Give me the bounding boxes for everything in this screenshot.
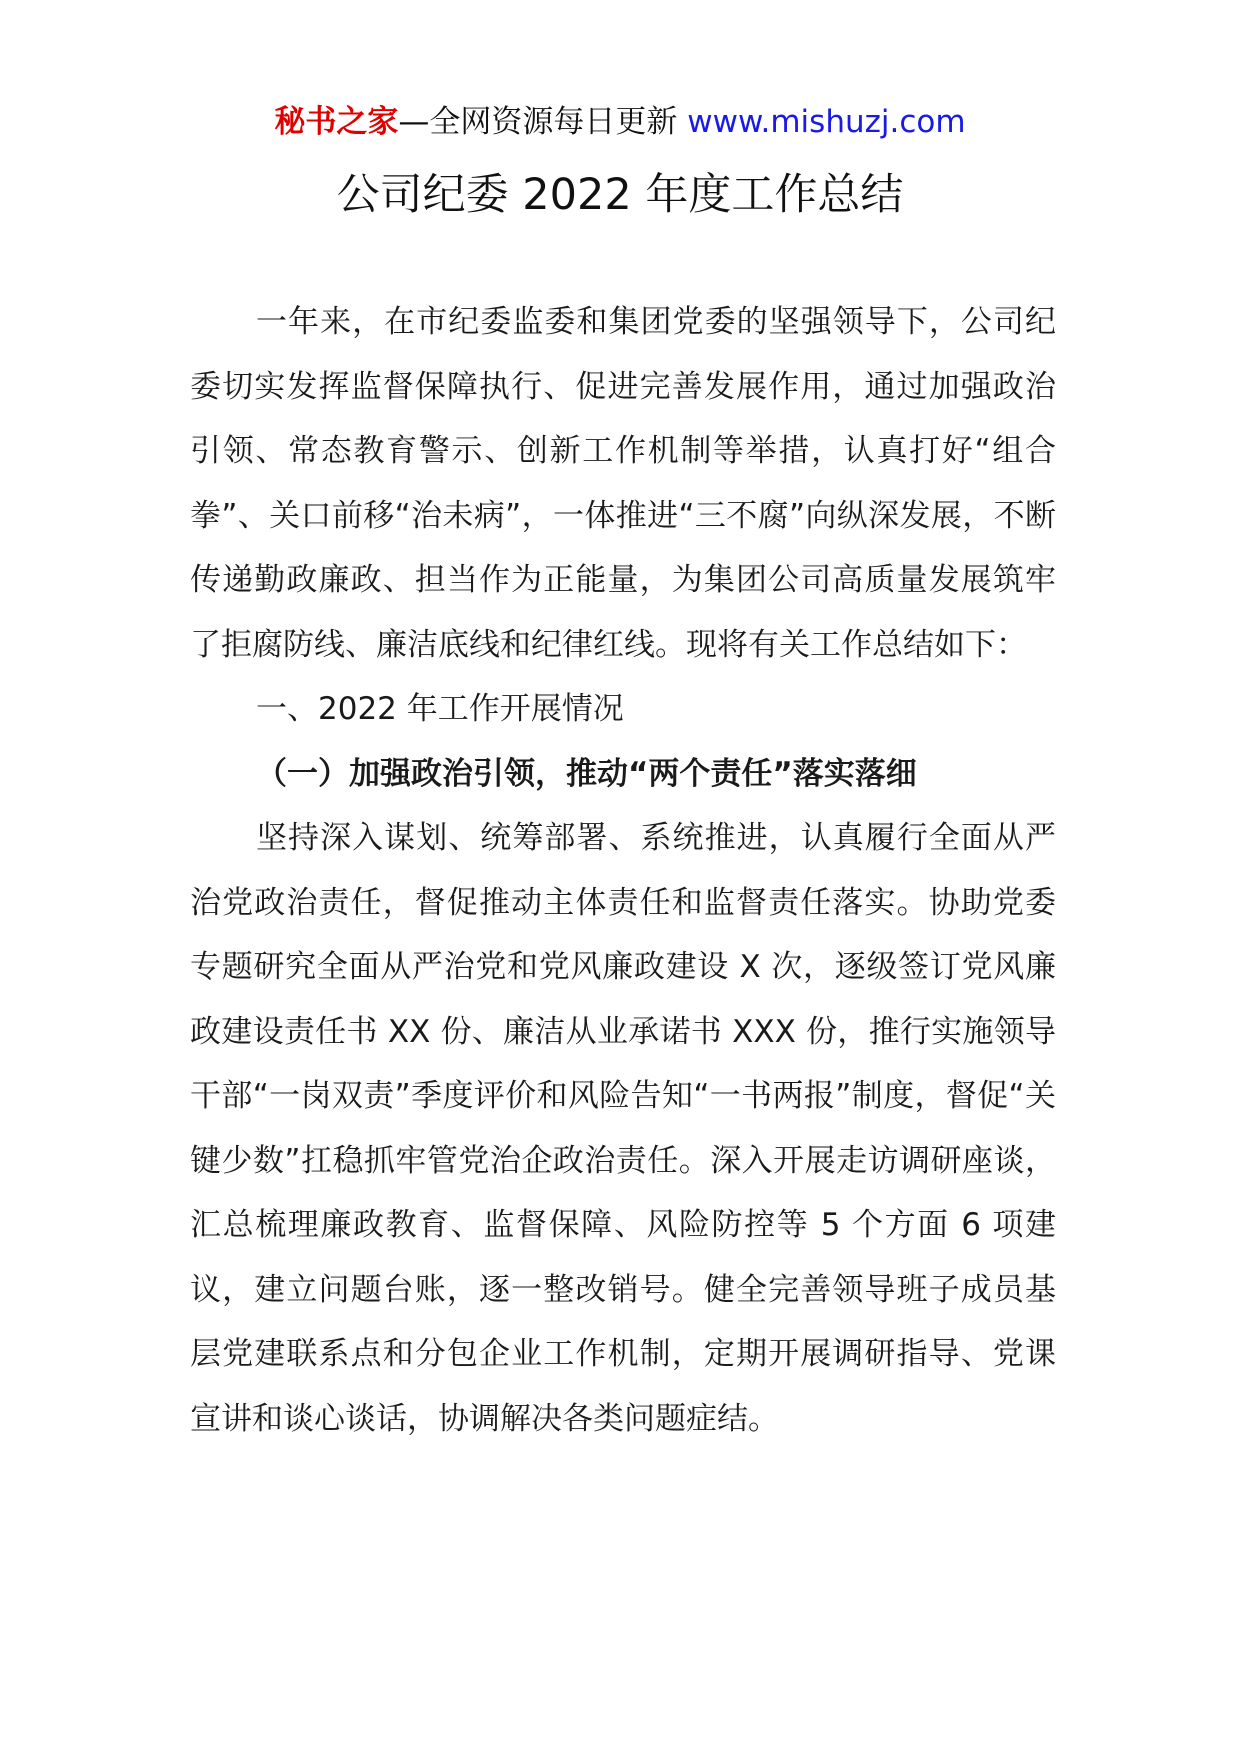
site-header — [0, 100, 1240, 144]
site-brand: 秘书之家 — [274, 104, 399, 140]
subsection-paragraph: 坚持深入谋划、统筹部署、系统推进，认真履行全面从严治党政治责任，督促推动主体责任和监督责任落实。协助党委专题研究全面从严治党和党风廉政建设 X 次，逐级签订党风廉政建设责任书 XX 份、廉洁从业承诺书 XXX 份，推行实施领导干部“一岗双责”季度评价和风险告知“一书两报”制度，督促“关键少数”扛稳抓牢管党治企政治责任。深入开展走访调研座谈，汇总梳理廉政教育、监督保障、风险防控等 5 个方面 6 项建议，建立问题台账，逐一整改销号。健全完善领导班子成员基层党建联系点和分包企业工作机制，定期开展调研指导、党课宣讲和谈心谈话，协调解决各类问题症结。 — [190, 820, 1056, 1437]
intro-paragraph: 一年来，在市纪委监委和集团党委的坚强领导下，公司纪委切实发挥监督保障执行、促进完善发展作用，通过加强政治引领、常态教育警示、创新工作机制等举措，认真打好“组合拳”、关口前移“治未病”，一体推进“三不腐”向纵深发展，不断传递勤政廉政、担当作为正能量，为集团公司高质量发展筑牢了拒腐防线、廉洁底线和纪律红线。现将有关工作总结如下： — [190, 304, 1056, 663]
site-url-link[interactable]: www.mishuzj.com — [687, 104, 966, 140]
document-body — [190, 290, 1056, 1451]
section-heading: 一、2022 年工作开展情况 — [256, 691, 624, 727]
document-title: 公司纪委 2022 年度工作总结 — [336, 170, 904, 220]
site-tagline: —全网资源每日更新 — [398, 104, 688, 140]
subsection-heading: （一）加强政治引领，推动“两个责任”落实落细 — [256, 755, 917, 792]
